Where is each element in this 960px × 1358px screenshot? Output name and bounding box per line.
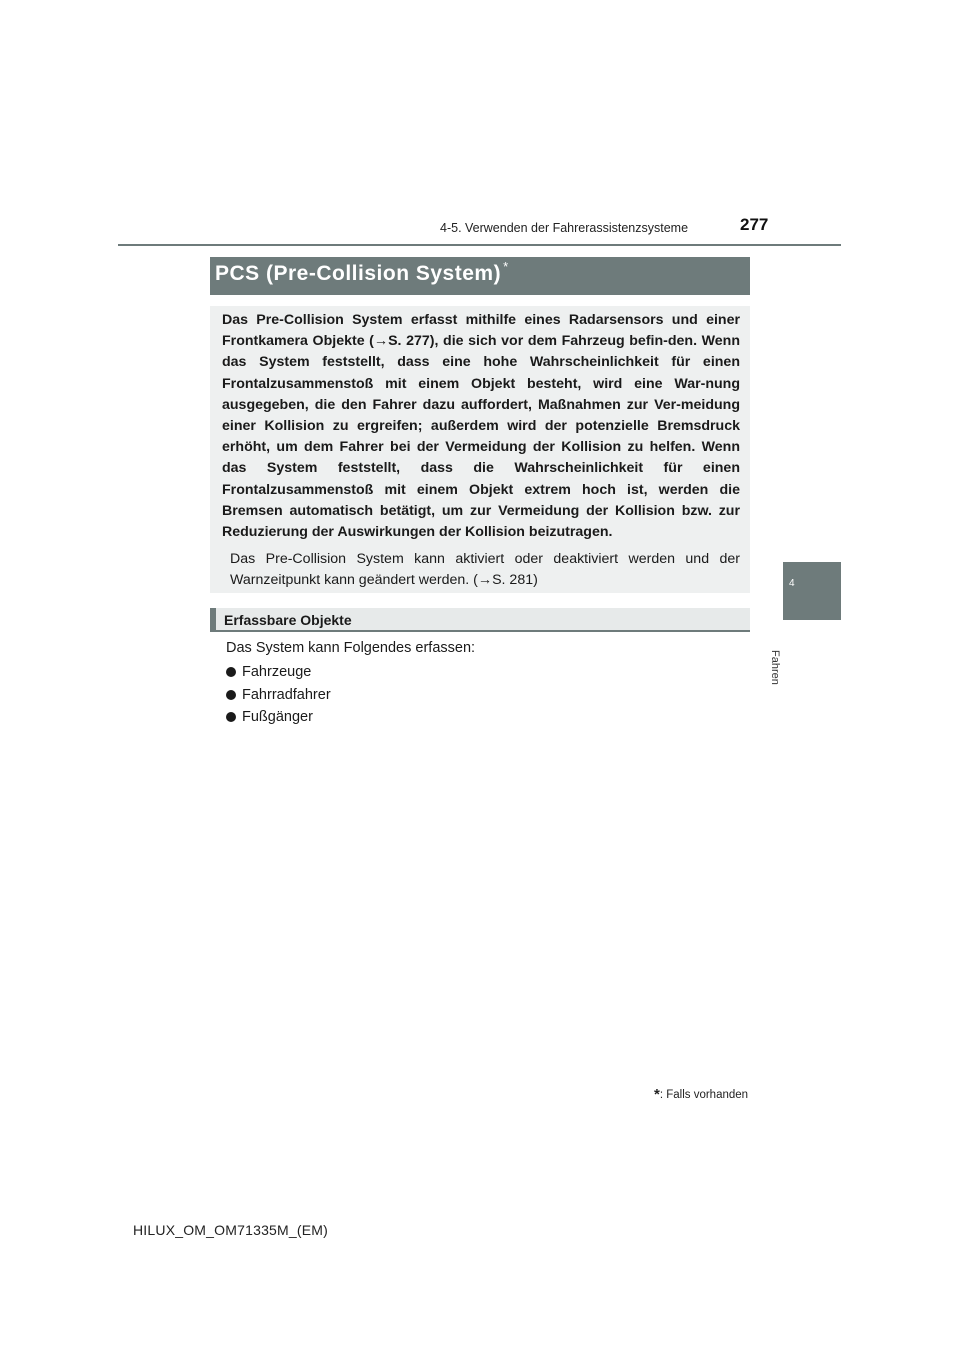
availability-marker: * [503,259,509,274]
list-item-label: Fahrzeuge [242,664,312,681]
bullet-icon [226,690,236,700]
intro-bold-paragraph: Das Pre-Collision System erfasst mithilfe eines Radarsensors und einer Frontkamera Objekte (→S. 277), die sich vor dem Fahrzeug befin-den. Wenn das System feststellt, dass eine hohe Wahrscheinlichkeit für einen Frontalzusammenstoß mit einem Objekt besteht, wird eine War-nung ausgegeben, die den Fahrer dazu auffordert, Maßnahmen zur Ver-meidung einer Kollision zu ergreifen; außerdem wird der potenzielle Bremsdruck erhöht, um dem Fahrer bei der Vermeidung der Kollision zu helfen. Wenn das System feststellt, dass die Wahrscheinlichkeit für einen Frontalzusammenstoß mit einem Objekt extrem hoch ist, werden die Bremsen automatisch betätigt, um zur Vermeidung der Kollision bzw. zur Reduzierung der Auswirkungen der Kollision beizutragen. [222,312,740,541]
intro-note-paragraph: Das Pre-Collision System kann aktiviert oder deaktiviert werden und der Warnzeitpunkt kann geändert werden. (→S. 281) [230,551,740,589]
subsection-title: Erfassbare Objekte [224,612,352,628]
header-section-title: 4-5. Verwenden der Fahrerassistenzsysteme [440,221,689,235]
section-title [215,259,509,286]
footnote-text: : Falls vorhanden [659,1089,749,1101]
chapter-tab-number: 4 [789,578,795,589]
list-item [226,661,331,684]
subsection-accent [210,608,216,632]
header-divider [118,244,841,246]
chapter-tab-label: Fahren [769,650,781,685]
list-item [226,706,331,729]
document-code: HILUX_OM_OM71335M_(EM) [133,1222,329,1238]
list-item-label: Fußgänger [242,709,313,726]
list-item [226,684,331,707]
detection-intro: Das System kann Folgendes erfassen: [226,640,476,656]
bullet-icon [226,667,236,677]
detectable-objects-list [226,661,331,729]
list-item-label: Fahrradfahrer [242,686,331,703]
footnote [654,1086,748,1103]
section-title-text: PCS (Pre-Collision System) [215,262,502,285]
bullet-icon [226,712,236,722]
chapter-tab [783,562,841,620]
page-number: 277 [740,215,769,234]
footnote-star-icon: * [654,1086,660,1103]
intro-box [210,306,750,593]
